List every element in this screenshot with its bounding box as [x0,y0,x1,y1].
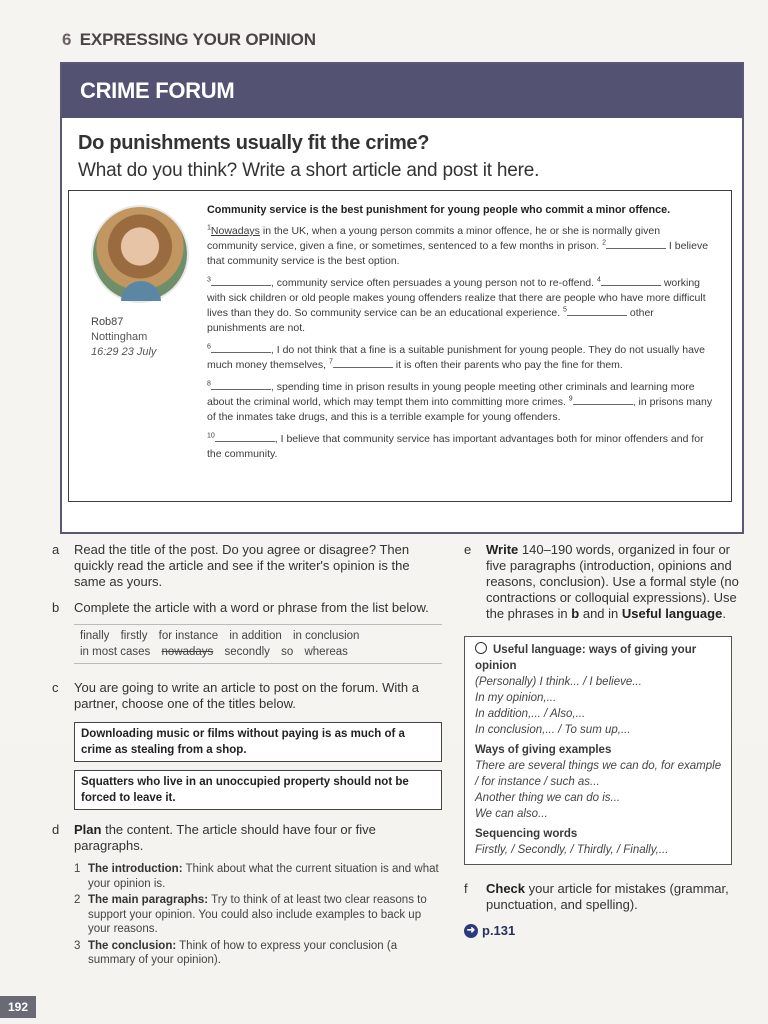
plan-step [74,939,442,968]
magnifier-icon [475,642,487,654]
article-text: , I do not think that a fine is a suitable punishment for young people. They do not usually have much money themselves, [207,344,705,371]
chapter-title: EXPRESSING YOUR OPINION [79,30,316,49]
article-paragraph-1 [207,224,713,269]
task-keyword: Useful language [621,606,723,621]
phrase-line: (Personally) I think... / I believe... [475,676,642,688]
useful-language-box [464,636,732,865]
word-option: secondly [224,646,270,658]
step-number: 1 [74,863,81,875]
page-reference-text: p.131 [482,923,516,938]
task-d [52,822,442,854]
answer-gap[interactable] [606,240,666,249]
gap-number: 5 [563,306,567,314]
step-text: Think of how to express your conclusion (a summary of your opinion). [88,939,398,966]
useful-language-title: Useful language: ways of giving your opinion [475,644,697,672]
plan-steps [74,862,442,968]
answer-gap[interactable] [601,277,661,286]
word-option: whereas [304,646,348,658]
plan-step [74,862,442,891]
arrow-right-icon: ➜ [464,924,478,938]
article-text: , community service often persuades a young person not to re-offend. [270,277,595,289]
phrase-line: In addition,... / Also,... [475,708,586,720]
answer-gap[interactable] [211,277,271,286]
word-option: finally [80,630,110,642]
gap-number: 2 [602,239,607,247]
article-text: , spending time in prison results in young people meeting other criminals and learning more about the criminal world, which may tempt them into committing more crimes. [207,381,695,408]
step-number: 2 [74,894,81,906]
useful-language-header [475,641,723,674]
left-column [52,542,442,970]
avatar [91,205,189,303]
forum-header-bar [62,64,742,118]
answer-gap[interactable] [211,381,271,390]
task-f [464,881,740,913]
task-text: 140–190 words, organized in four or five paragraphs (introduction, opinions and reasons, conclusion). Use a formal style (no contractions or colloquial expressions). Use the phrases in [486,542,739,621]
chapter-heading [62,30,316,50]
task-letter: f [464,881,468,896]
post-author-info [91,315,156,360]
word-option: so [281,646,294,658]
forum-question: Do punishments usually fit the crime? [78,132,430,154]
step-number: 3 [74,939,81,952]
gap-number: 4 [597,276,601,284]
task-letter: c [52,680,59,695]
page-reference[interactable] [464,923,740,938]
gap-number: 1 [207,224,211,232]
task-keyword: Check [486,881,526,896]
step-text: Try to think of at least two clear reasons to support your opinion. You could also include examples to back up your reasons. [88,894,427,935]
article-title: Community service is the best punishment for young people who commit a minor offence. [207,204,671,216]
phrase-line: In my opinion,... [475,692,557,704]
task-text: Read the title of the post. Do you agree or disagree? Then quickly read the article and see if the writer's opinion is the same as yours. [74,542,410,589]
post-timestamp: 16:29 23 July [91,346,157,358]
article-paragraph-4 [207,380,713,425]
word-option-used: nowadays [161,646,214,658]
step-heading: The introduction: [88,863,183,875]
answer-gap[interactable] [215,433,275,442]
forum-header-title: CRIME FORUM [80,78,235,103]
task-letter: a [52,542,60,557]
word-option: firstly [120,630,148,642]
phrase-line: There are several things we can do, for example / for instance / such as... [475,760,722,788]
task-e [464,542,740,622]
article-text: in the UK, when a young person commits a minor offence, he or she is normally given community service, given a fine, or sometimes, sentenced to a few months in prison. [207,225,661,252]
word-list [74,624,442,664]
article-paragraph-2 [207,276,713,336]
word-option: in conclusion [292,630,360,642]
article-paragraph-3 [207,343,713,373]
task-letter: b [52,600,60,615]
task-text: and in [579,606,622,621]
title-option-1[interactable]: Downloading music or films without paying is as much of a crime as stealing from a shop. [74,722,442,762]
step-heading: The main paragraphs: [88,894,209,906]
task-c [52,680,442,712]
step-text: Think about what the current situation is and what your opinion is. [88,863,439,890]
answer-gap[interactable] [211,344,271,353]
word-list-row [80,644,436,660]
task-text: your article for mistakes (grammar, punctuation, and spelling). [486,881,729,912]
article-text: working with sick children or old people makes young offenders realize that there are people who have more difficult lives than they do. So community service can be an educational experience. [207,277,706,319]
author-name: Rob87 [91,316,124,328]
task-text: . [722,606,726,621]
task-a [52,542,442,590]
page-number: 192 [0,996,36,1018]
phrase-line: We can also... [475,808,548,820]
answer-gap[interactable] [573,396,633,405]
word-option: in most cases [80,646,151,658]
word-option: for instance [158,630,219,642]
forum-post [68,190,732,502]
article-body [207,203,713,469]
right-column [464,542,740,938]
article-text: it is often their parents who pay the fine for them. [392,359,623,371]
task-b [52,600,442,616]
title-option-2[interactable]: Squatters who live in an unoccupied property should not be forced to leave it. [74,770,442,810]
article-text: , I believe that community service has important advantages both for minor offenders and for the community. [207,433,704,460]
word-list-row [80,628,436,644]
article-text: I believe that community service is the best option. [207,240,709,267]
answer-gap[interactable] [567,307,627,316]
article-text: , in prisons many of the inmates take drugs, and this is a terrible example for young offenders. [207,396,713,423]
chapter-number: 6 [62,30,72,49]
gap-number: 3 [207,276,211,284]
gap-number: 8 [207,380,211,388]
sequencing-header: Sequencing words [475,828,578,840]
task-text: Complete the article with a word or phrase from the list below. [74,600,429,615]
answer-gap[interactable] [333,359,393,368]
article-text: other punishments are not. [207,307,654,334]
task-keyword: Plan [74,822,102,837]
examples-header: Ways of giving examples [475,744,612,756]
crime-forum-panel [60,62,744,534]
word-option: in addition [229,630,282,642]
task-letter: d [52,822,60,837]
step-heading: The conclusion: [88,939,177,952]
task-keyword: b [571,606,580,621]
task-keyword: Write [486,542,519,557]
article-paragraph-5 [207,432,713,462]
task-letter: e [464,542,472,557]
task-text: the content. The article should have four or five paragraphs. [74,822,376,853]
gap-number: 9 [568,395,573,403]
plan-step [74,893,442,937]
task-text: You are going to write an article to post on the forum. With a partner, choose one of the titles below. [74,680,419,711]
example-answer: Nowadays [210,225,260,237]
gap-number: 7 [328,358,333,366]
phrase-line: In conclusion,... / To sum up,... [475,724,631,736]
author-location: Nottingham [91,331,148,343]
forum-subtitle: What do you think? Write a short article and post it here. [78,160,540,181]
phrase-line: Firstly, / Secondly, / Thirdly, / Finally,... [475,844,669,856]
phrase-line: Another thing we can do is... [475,792,621,804]
gap-number: 6 [207,343,211,351]
gap-number: 10 [207,432,215,440]
